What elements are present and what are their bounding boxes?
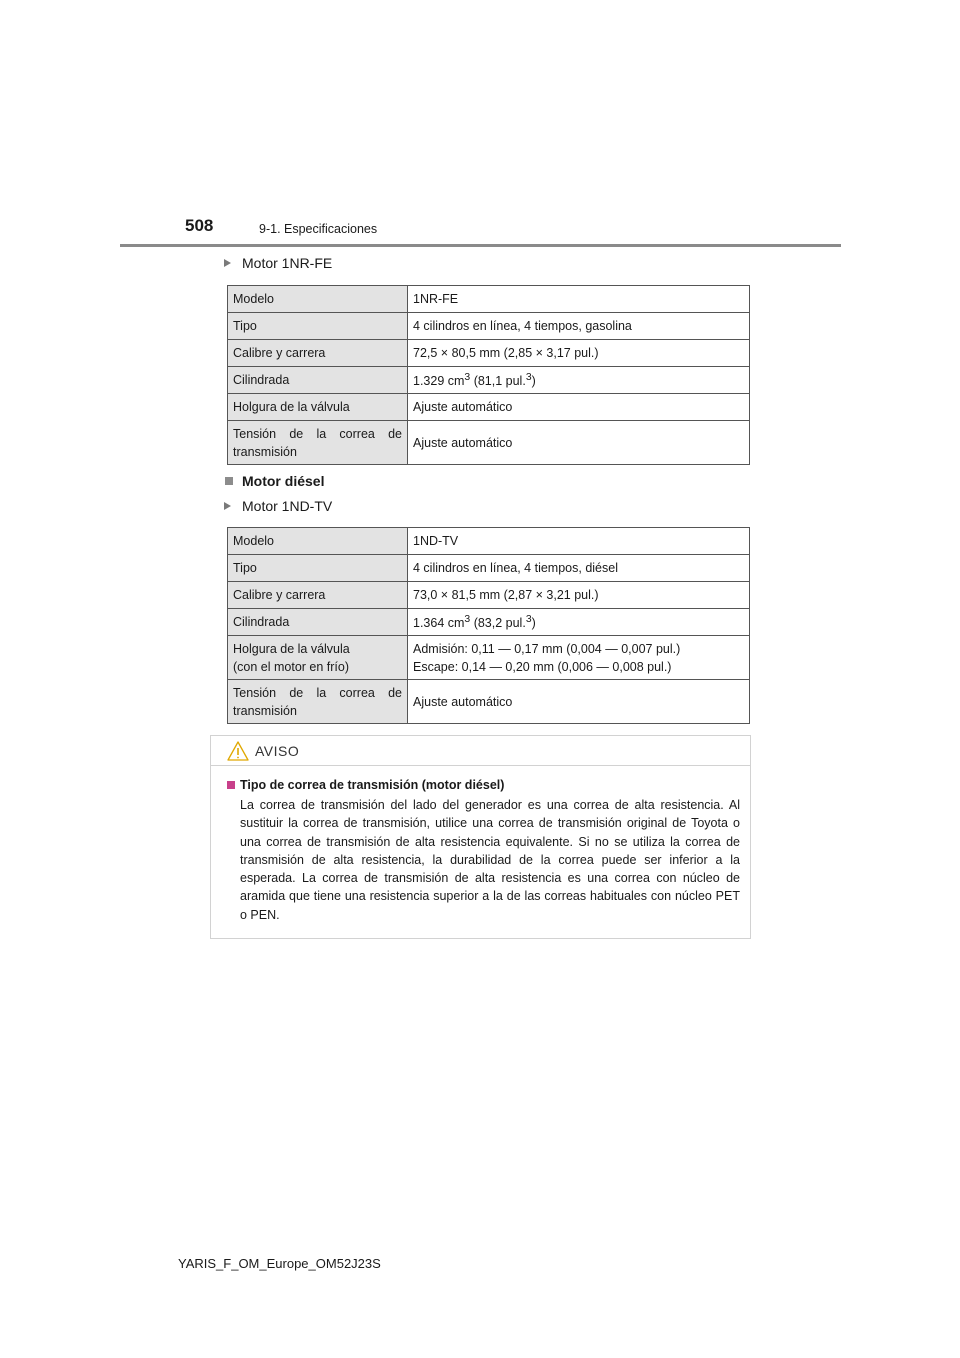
table-row (228, 367, 750, 394)
value-line-2: Escape: 0,14 — 0,20 mm (0,006 — 0,008 pul.) (413, 659, 672, 674)
displacement-value-alt: (81,1 pul. (470, 374, 526, 389)
displacement-value-alt: (83,2 pul. (470, 616, 526, 631)
table-row (228, 555, 750, 582)
table-label-cell: Cilindrada (228, 367, 408, 394)
table-row (228, 340, 750, 367)
table-row (228, 582, 750, 609)
table-value-cell (408, 609, 750, 636)
table-label-cell: Cilindrada (228, 609, 408, 636)
table-row (228, 609, 750, 636)
closing-paren: ) (531, 374, 536, 389)
engine-1nd-spec-table (227, 527, 750, 724)
table-label-cell: Calibre y carrera (228, 582, 408, 609)
table-value-cell: Ajuste automático (408, 421, 750, 465)
label-line-1: Tensión de la correa de (233, 426, 402, 441)
closing-paren: ) (531, 616, 536, 631)
engine-1nr-heading-text: Motor 1NR-FE (242, 255, 333, 271)
warning-paragraph: La correa de transmisión del lado del generador es una correa de alta resistencia. Al sustituir la correa de transmisión, utilice una correa de transmisión original de Toyota o una correa de transmisión de alta resistencia equivalente. Si no se utiliza la correa de transmisión de alta resistencia, la durabilidad de la correa puede ser inferior a la esperada. La correa de transmisión de alta resistencia es una correa con núcleo de aramida que tiene una resistencia superior a la de las correas habituales con núcleo PET o PEN. (240, 798, 740, 922)
warning-triangle-icon (227, 741, 249, 761)
label-line-1: Tensión de la correa de (233, 685, 402, 700)
table-value-cell: 1ND-TV (408, 528, 750, 555)
table-row (228, 313, 750, 340)
table-value-cell: 72,5 × 80,5 mm (2,85 × 3,17 pul.) (408, 340, 750, 367)
label-line-2: (con el motor en frío) (233, 659, 350, 674)
table-row (228, 680, 750, 724)
table-label-cell: Holgura de la válvula (228, 394, 408, 421)
table-row (228, 394, 750, 421)
table-value-cell: 73,0 × 81,5 mm (2,87 × 3,21 pul.) (408, 582, 750, 609)
table-label-cell (228, 421, 408, 465)
table-value-cell: Ajuste automático (408, 680, 750, 724)
label-line-1: Holgura de la válvula (233, 641, 350, 656)
superscript: 3 (525, 614, 532, 626)
warning-body (211, 766, 750, 924)
displacement-value: 1.364 cm (413, 616, 465, 631)
table-row (228, 636, 750, 680)
table-label-cell: Modelo (228, 528, 408, 555)
label-line-2: transmisión (233, 703, 297, 718)
diesel-section-title-text: Motor diésel (242, 473, 325, 489)
table-value-cell (408, 636, 750, 680)
engine-1nr-spec-table (227, 285, 750, 465)
engine-1nd-heading (224, 498, 332, 514)
warning-subtitle (227, 778, 740, 792)
table-value-cell: 1NR-FE (408, 286, 750, 313)
warning-box (210, 735, 751, 939)
engine-1nr-heading (224, 255, 332, 271)
table-row (228, 528, 750, 555)
table-label-cell: Tipo (228, 555, 408, 582)
table-value-cell: 4 cilindros en línea, 4 tiempos, diésel (408, 555, 750, 582)
table-row (228, 286, 750, 313)
superscript: 3 (525, 372, 532, 384)
warning-header (211, 736, 750, 766)
value-line-1: Admisión: 0,11 — 0,17 mm (0,004 — 0,007 pul.) (413, 641, 681, 656)
table-label-cell: Modelo (228, 286, 408, 313)
warning-subtitle-text: Tipo de correa de transmisión (motor diésel) (240, 778, 505, 792)
diesel-section-title (225, 473, 324, 489)
table-value-cell: Ajuste automático (408, 394, 750, 421)
table-label-cell: Calibre y carrera (228, 340, 408, 367)
table-label-cell (228, 636, 408, 680)
warning-title: AVISO (255, 742, 300, 759)
section-title: 9-1. Especificaciones (259, 222, 378, 236)
superscript: 3 (464, 614, 471, 626)
table-value-cell: 4 cilindros en línea, 4 tiempos, gasolina (408, 313, 750, 340)
table-label-cell (228, 680, 408, 724)
triangle-bullet-icon (224, 259, 231, 267)
page-number: 508 (185, 216, 214, 235)
superscript: 3 (464, 372, 471, 384)
square-bullet-icon (225, 477, 233, 485)
square-bullet-icon (227, 781, 235, 789)
engine-1nd-heading-text: Motor 1ND-TV (242, 498, 333, 514)
header-divider (120, 244, 841, 247)
document-footer-code: YARIS_F_OM_Europe_OM52J23S (178, 1256, 381, 1271)
table-label-cell: Tipo (228, 313, 408, 340)
displacement-value: 1.329 cm (413, 374, 465, 389)
table-value-cell (408, 367, 750, 394)
triangle-bullet-icon (224, 502, 231, 510)
label-line-2: transmisión (233, 444, 297, 459)
table-row (228, 421, 750, 465)
